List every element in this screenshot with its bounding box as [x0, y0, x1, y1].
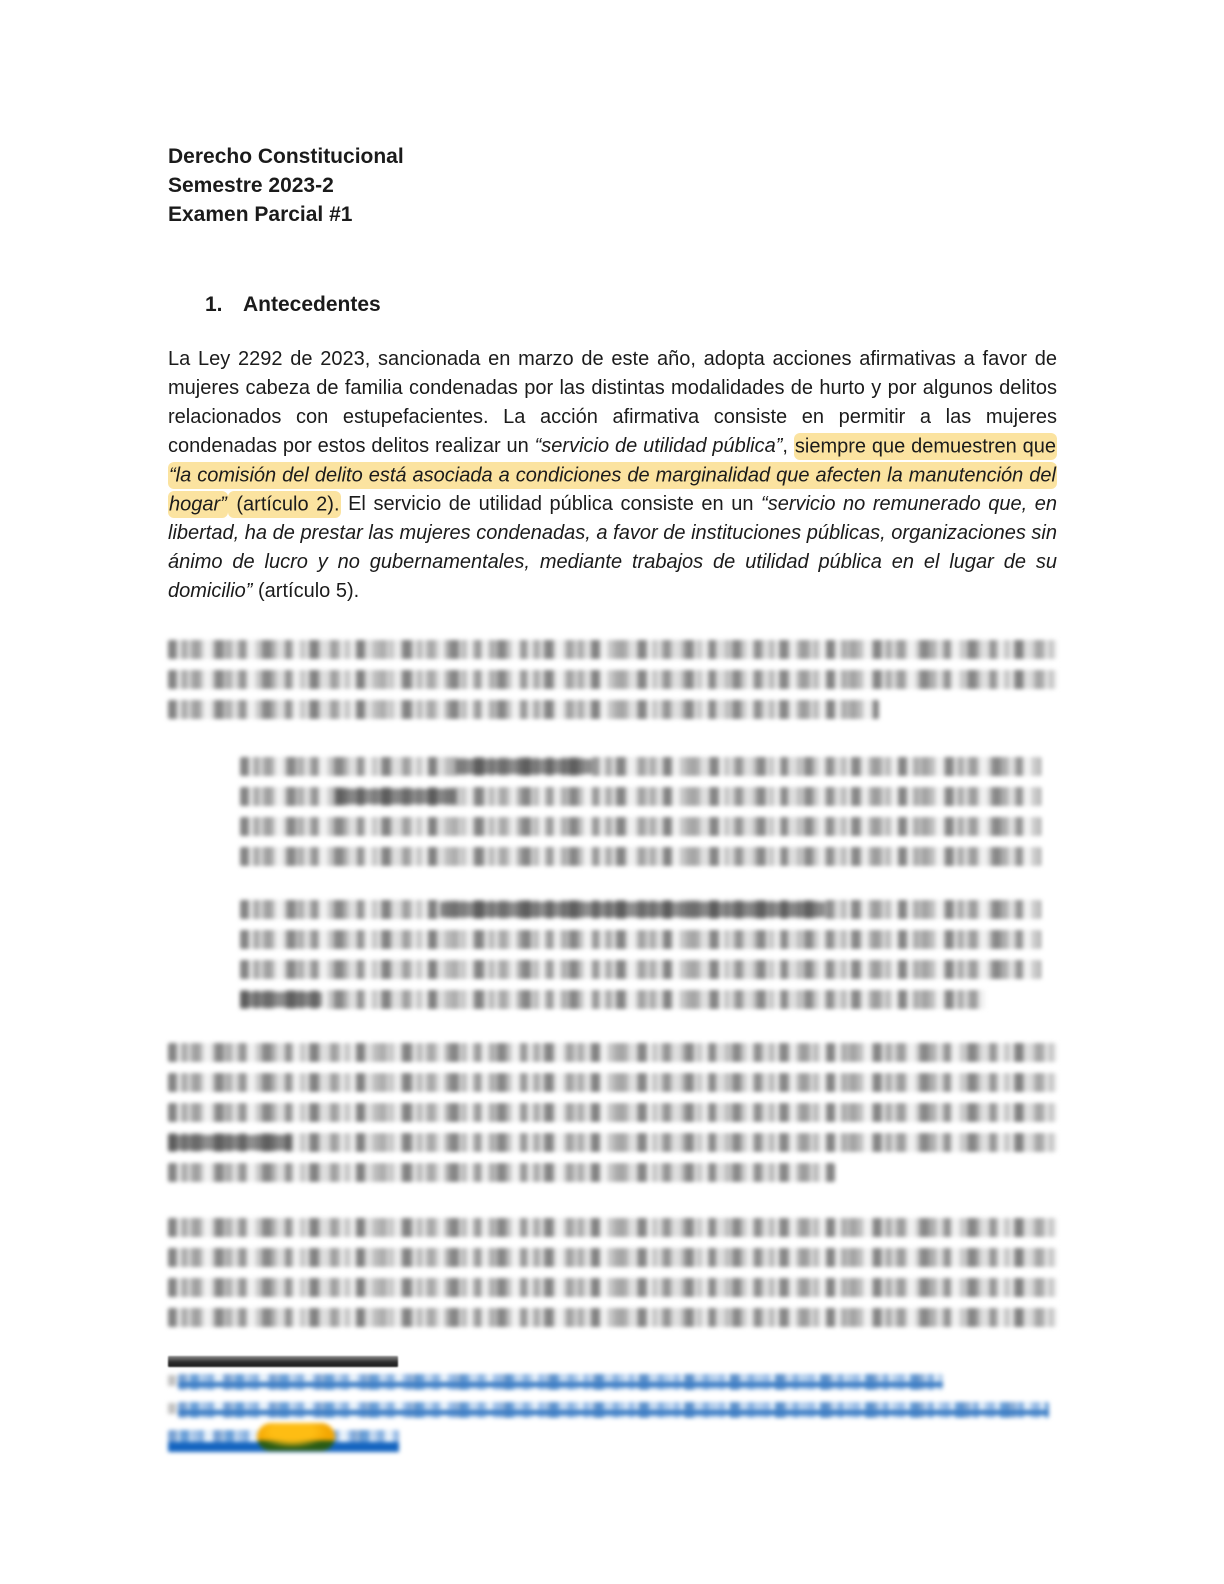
- footnote-area: [168, 1356, 1057, 1446]
- exam-title: Examen Parcial #1: [168, 203, 353, 226]
- redacted-text-line: [240, 847, 1041, 866]
- redacted-text-line: [168, 1103, 1057, 1122]
- highlighted-text-run: (artículo 2).: [228, 491, 341, 518]
- redacted-text-line: [240, 900, 1041, 919]
- redacted-logo-blob: [257, 1423, 335, 1451]
- semester-line: Semestre 2023-2: [168, 174, 334, 197]
- redacted-text-line: [168, 1073, 1057, 1092]
- document-header: [168, 142, 1057, 229]
- redacted-text-line: [240, 817, 1041, 836]
- footnote-separator: [168, 1356, 398, 1367]
- footnote-link-redacted[interactable]: [178, 1402, 1049, 1418]
- footnote-marker: [168, 1403, 176, 1414]
- section-title: Antecedentes: [243, 293, 381, 316]
- paragraph-antecedentes: [168, 345, 1057, 606]
- footnote-marker: [168, 1375, 176, 1386]
- text-run: “servicio no remunerado que, en libertad, ha de prestar las mujeres condenadas, a favor de instituciones públicas, organizaciones sin ánimo de lucro y no gubernamentales, mediante trabajos de utilidad pública en el lugar de su domicilio”: [168, 493, 1057, 602]
- redacted-bold-segment: [456, 759, 592, 774]
- redacted-paragraph: [168, 1043, 1057, 1182]
- redacted-text-line: [168, 640, 1057, 659]
- redacted-text-line: [168, 670, 1057, 689]
- redacted-text-line: [240, 930, 1041, 949]
- redacted-text-line: [168, 1163, 835, 1182]
- footnote-link-redacted[interactable]: [168, 1430, 399, 1446]
- redacted-text-line: [168, 1133, 1057, 1152]
- text-run: El servicio de utilidad pública consiste en un: [340, 493, 762, 515]
- redacted-blockquote: [240, 900, 1041, 1009]
- redacted-text-line: [240, 757, 1041, 776]
- section-heading: [168, 290, 1057, 319]
- text-run: “servicio de utilidad pública”: [534, 435, 783, 457]
- redacted-text-line: [168, 700, 879, 719]
- redacted-text-line: [240, 787, 1041, 806]
- text-run: La Ley 2292 de 2023, sancionada en marzo de este año, adopta acciones afirmativas a favor de mujeres cabeza de familia condenadas por las distintas modalidades de hurto y por algunos delitos relacionados con estupefacientes. La acción afirmativa consiste en permitir a las mujeres condenadas por estos delitos realizar un: [168, 348, 1057, 457]
- redacted-bold-segment: [440, 902, 824, 917]
- footnote-links: [168, 1374, 1057, 1446]
- highlighted-text-run: “la comisión del delito está asociada a condiciones de marginalidad que afecten la manutención del hogar”: [168, 462, 1057, 518]
- redacted-text-line: [168, 1248, 1057, 1267]
- redacted-paragraph: [168, 1218, 1057, 1327]
- redacted-bold-segment: [336, 789, 456, 804]
- redacted-blockquote: [240, 757, 1041, 866]
- course-title: Derecho Constitucional: [168, 145, 404, 168]
- redacted-text-line: [168, 1218, 1057, 1237]
- redacted-paragraph: [168, 640, 1057, 719]
- redacted-bold-segment: [168, 1135, 292, 1150]
- section-number: 1.: [205, 293, 223, 316]
- redacted-text-line: [240, 990, 985, 1009]
- text-run: (artículo 5).: [252, 580, 360, 602]
- footnote-link-redacted[interactable]: [178, 1374, 943, 1390]
- redacted-text-line: [168, 1043, 1057, 1062]
- redacted-text-line: [168, 1278, 1057, 1297]
- redacted-bold-segment: [240, 992, 322, 1007]
- highlighted-text-run: siempre que demuestren que: [794, 433, 1057, 460]
- redacted-text-line: [168, 1308, 1057, 1327]
- redacted-text-line: [240, 960, 1041, 979]
- text-run: ,: [782, 435, 794, 457]
